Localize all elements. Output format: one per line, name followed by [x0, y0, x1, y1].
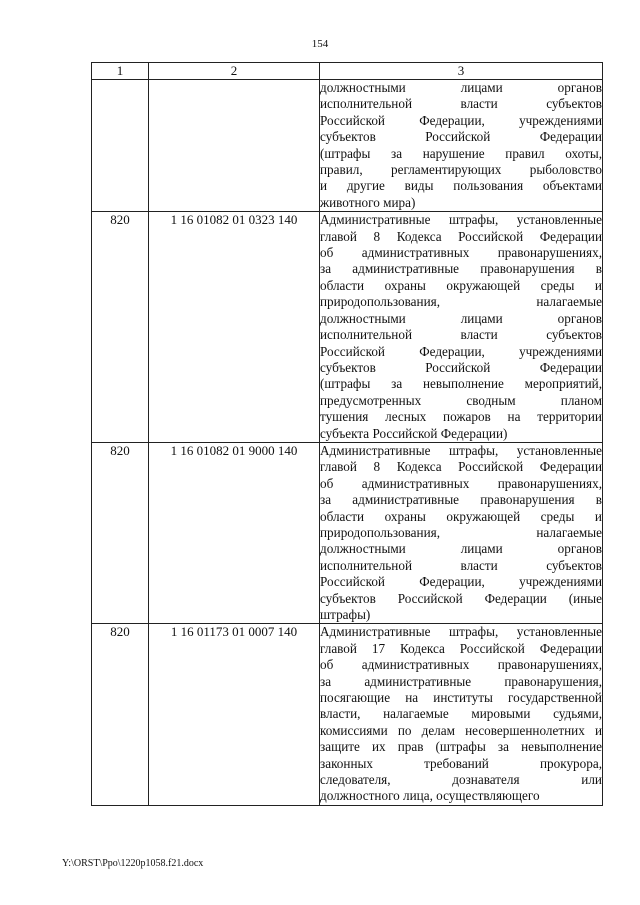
description-line: законных требований прокурора, [320, 755, 602, 771]
admin-code-cell: 820 [92, 442, 149, 623]
description-line: исполнительной власти субъектов [320, 327, 602, 343]
description-line: главой 8 Кодекса Российской Федерации [320, 459, 602, 475]
description-line: субъектов Российской Федерации (иные [320, 590, 602, 606]
description-cell [320, 442, 603, 623]
description-line: субъектов Российской Федерации [320, 359, 602, 375]
description-line: и другие виды пользования объектами [320, 178, 602, 194]
description-line: должностными лицами органов [320, 541, 602, 557]
description-line: защите их прав (штрафы за невыполнение [320, 739, 602, 755]
description-line: посягающие на институты государственной [320, 690, 602, 706]
description-line: об административных правонарушениях, [320, 245, 602, 261]
description-cell [320, 80, 603, 212]
description-line: Административные штрафы, установленные [320, 624, 602, 640]
description-line: Российской Федерации, учреждениями [320, 574, 602, 590]
budget-classification-code-cell: 1 16 01082 01 9000 140 [149, 442, 320, 623]
table-row [92, 212, 603, 443]
description-line: исполнительной власти субъектов [320, 557, 602, 573]
admin-code-cell [92, 80, 149, 212]
description-line: должностными лицами органов [320, 310, 602, 326]
description-line: за административные правонарушения в [320, 492, 602, 508]
column-header-1: 1 [92, 63, 149, 80]
description-line: (штрафы за нарушение правил охоты, [320, 145, 602, 161]
description-line: тушения лесных пожаров на территории [320, 409, 602, 425]
description-line: главой 17 Кодекса Российской Федерации [320, 640, 602, 656]
description-line: штрафы) [320, 607, 371, 622]
description-line: Российской Федерации, учреждениями [320, 112, 602, 128]
description-line: животного мира) [320, 194, 416, 210]
description-line: Административные штрафы, установленные [320, 212, 602, 228]
description-line: главой 8 Кодекса Российской Федерации [320, 228, 602, 244]
description-cell [320, 624, 603, 805]
description-line: об административных правонарушениях, [320, 657, 602, 673]
description-line: субъектов Российской Федерации [320, 129, 602, 145]
budget-codes-table [91, 62, 603, 806]
description-line: исполнительной власти субъектов [320, 96, 602, 112]
description-line: должностного лица, осуществляющего [320, 788, 540, 804]
description-line: за административные правонарушения в [320, 261, 602, 277]
table-row [92, 80, 603, 212]
description-line: Административные штрафы, установленные [320, 442, 602, 458]
description-line: субъекта Российской Федерации) [320, 425, 508, 441]
column-header-3: 3 [320, 63, 603, 80]
description-line: правил, регламентирующих рыболовство [320, 162, 602, 178]
admin-code-cell: 820 [92, 212, 149, 443]
table-header-row [92, 63, 603, 80]
admin-code-cell: 820 [92, 624, 149, 805]
description-line: следователя, дознавателя или [320, 772, 602, 788]
table-row [92, 442, 603, 623]
description-line: предусмотренных сводным планом [320, 392, 602, 408]
budget-classification-code-cell [149, 80, 320, 212]
description-line: Российской Федерации, учреждениями [320, 343, 602, 359]
budget-classification-code-cell: 1 16 01082 01 0323 140 [149, 212, 320, 443]
description-line: должностными лицами органов [320, 80, 602, 95]
description-line: комиссиями по делам несовершеннолетних и [320, 722, 602, 738]
description-line: (штрафы за невыполнение мероприятий, [320, 376, 602, 392]
description-line: об административных правонарушениях, [320, 475, 602, 491]
description-line: области охраны окружающей среды и [320, 277, 602, 293]
description-line: природопользования, налагаемые [320, 294, 602, 310]
description-line: природопользования, налагаемые [320, 524, 602, 540]
description-cell [320, 212, 603, 443]
file-path-footer: Y:\ORST\Ppo\1220p1058.f21.docx [62, 858, 204, 869]
column-header-2: 2 [149, 63, 320, 80]
description-line: за административные правонарушения, [320, 673, 602, 689]
table-row [92, 624, 603, 805]
budget-classification-code-cell: 1 16 01173 01 0007 140 [149, 624, 320, 805]
description-line: власти, налагаемые мировыми судьями, [320, 706, 602, 722]
page-number: 154 [311, 38, 329, 50]
description-line: области охраны окружающей среды и [320, 508, 602, 524]
